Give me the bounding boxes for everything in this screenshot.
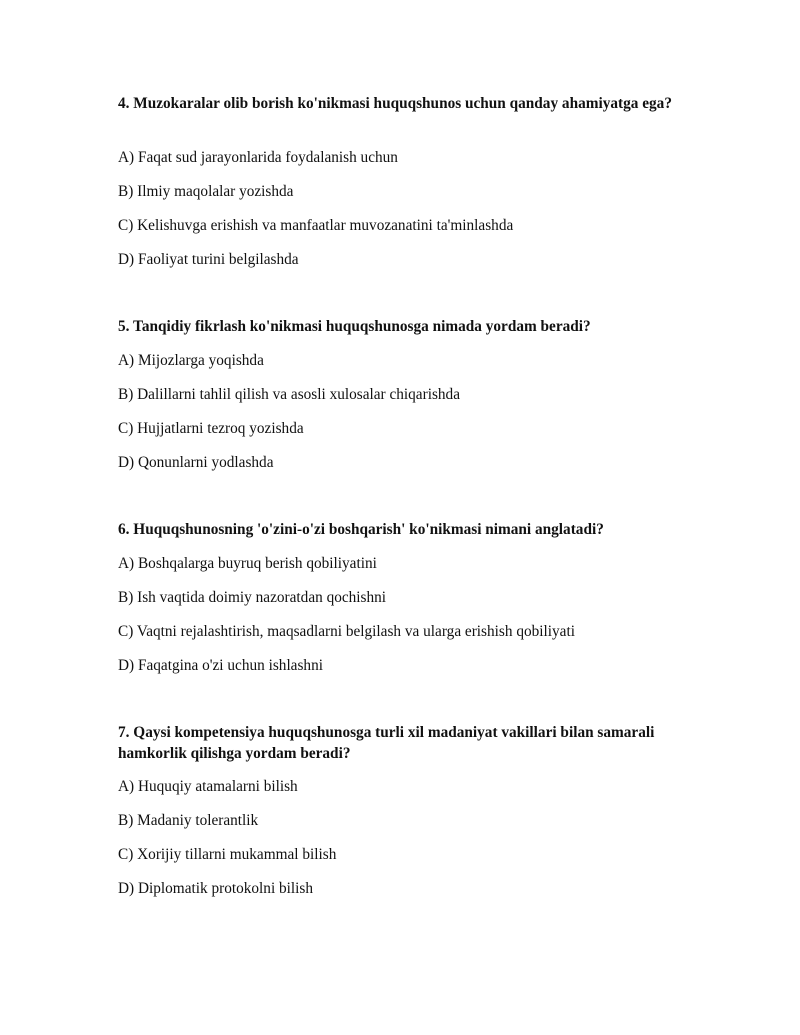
option-d: D) Qonunlarni yodlashda xyxy=(118,454,274,471)
option-c: C) Xorijiy tillarni mukammal bilish xyxy=(118,846,337,863)
option-a: A) Faqat sud jarayonlarida foydalanish uchun xyxy=(118,149,398,166)
option-c: C) Hujjatlarni tezroq yozishda xyxy=(118,420,304,437)
question-text: 6. Huquqshunosning 'o'zini-o'zi boshqarish' ko'nikmasi nimani anglatadi? xyxy=(118,521,604,538)
option-b: B) Ilmiy maqolalar yozishda xyxy=(118,183,294,200)
question-5 xyxy=(118,316,718,471)
option-b: B) Dalillarni tahlil qilish va asosli xulosalar chiqarishda xyxy=(118,386,460,403)
option-b: B) Ish vaqtida doimiy nazoratdan qochishni xyxy=(118,589,387,606)
option-a: A) Mijozlarga yoqishda xyxy=(118,352,264,369)
question-text: 4. Muzokaralar olib borish ko'nikmasi huquqshunos uchun qanday ahamiyatga ega? xyxy=(118,95,672,112)
option-d: D) Faqatgina o'zi uchun ishlashni xyxy=(118,657,323,674)
question-7 xyxy=(118,722,718,897)
option-b: B) Madaniy tolerantlik xyxy=(118,812,259,829)
option-d: D) Faoliyat turini belgilashda xyxy=(118,251,299,268)
option-c: C) Kelishuvga erishish va manfaatlar muvozanatini ta'minlashda xyxy=(118,217,514,234)
option-a: A) Huquqiy atamalarni bilish xyxy=(118,778,298,795)
question-4 xyxy=(118,93,718,268)
option-a: A) Boshqalarga buyruq berish qobiliyatini xyxy=(118,555,377,572)
question-text: 7. Qaysi kompetensiya huquqshunosga turli xil madaniyat vakillari bilan samarali hamkorlik qilishga yordam beradi? xyxy=(118,724,655,762)
question-6 xyxy=(118,519,718,674)
option-d: D) Diplomatik protokolni bilish xyxy=(118,880,314,897)
question-text: 5. Tanqidiy fikrlash ko'nikmasi huquqshunosga nimada yordam beradi? xyxy=(118,318,591,335)
option-c: C) Vaqtni rejalashtirish, maqsadlarni belgilash va ularga erishish qobiliyati xyxy=(118,623,575,640)
